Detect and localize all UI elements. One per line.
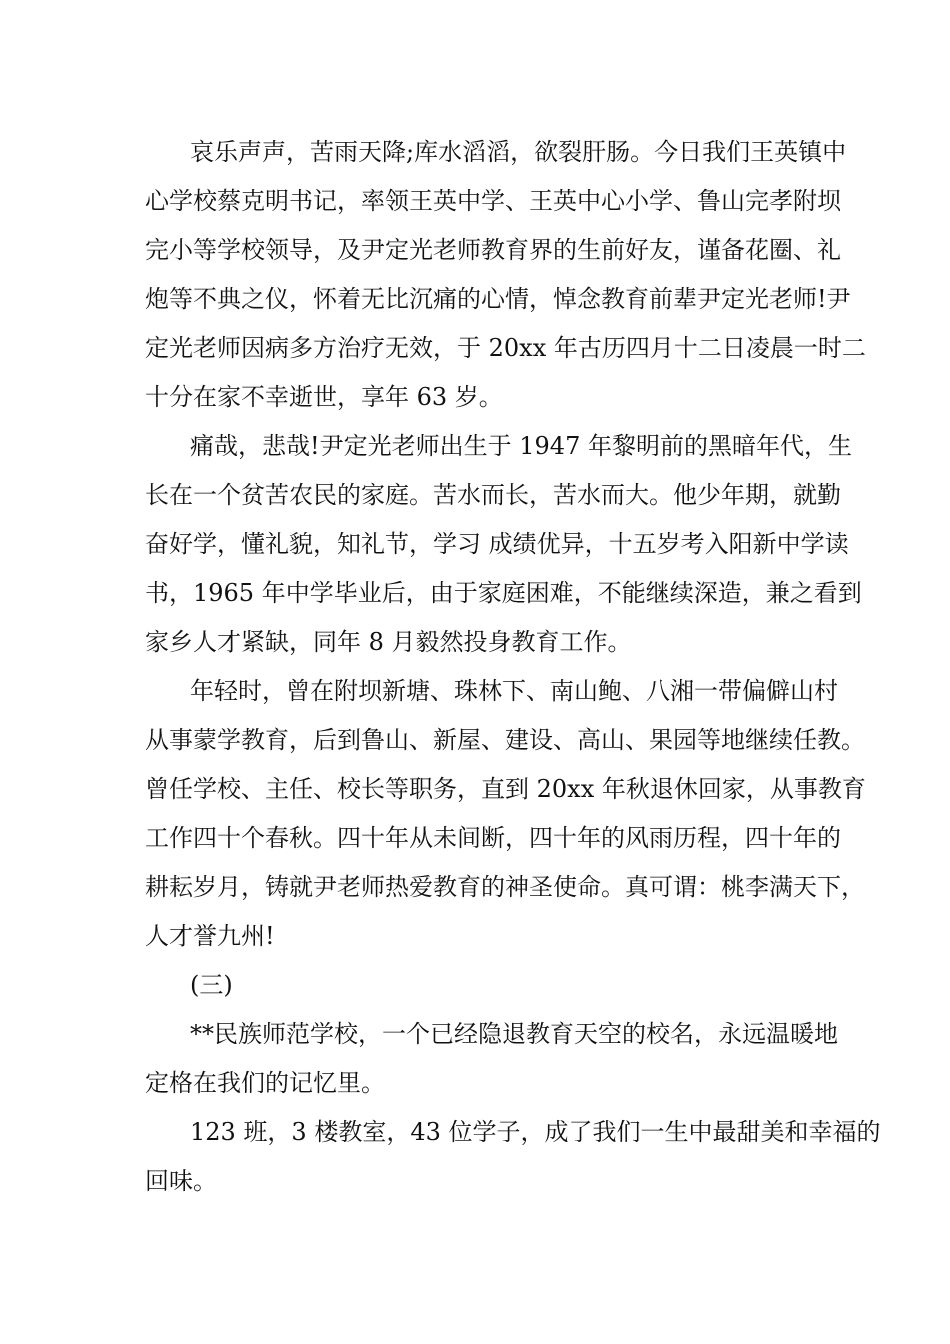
paragraph-3-line-1: 年轻时，曾在附坝新塘、珠林下、南山鲍、八湘一带偏僻山村 — [190, 677, 838, 705]
paragraph-2-line-2: 长在一个贫苦农民的家庭。苦水而长，苦水而大。他少年期，就勤 — [145, 481, 841, 509]
paragraph-4-line-2: 定格在我们的记忆里。 — [145, 1069, 385, 1097]
paragraph-4-line-1: **民族师范学校，一个已经隐退教育天空的校名，永远温暖地 — [190, 1020, 838, 1048]
paragraph-3-line-4: 工作四十个春秋。四十年从未间断，四十年的风雨历程，四十年的 — [145, 824, 841, 852]
paragraph-1-line-6: 十分在家不幸逝世，享年 63 岁。 — [145, 383, 503, 411]
paragraph-2-line-5: 家乡人才紧缺，同年 8 月毅然投身教育工作。 — [145, 628, 632, 656]
paragraph-1-line-4: 炮等不典之仪，怀着无比沉痛的心情，悼念教育前辈尹定光老师!尹 — [145, 285, 851, 313]
paragraph-1-line-2: 心学校蔡克明书记，率领王英中学、王英中心小学、鲁山完孝附坝 — [145, 187, 841, 215]
paragraph-3-line-5: 耕耘岁月，铸就尹老师热爱教育的神圣使命。真可谓：桃李满天下， — [145, 873, 865, 901]
paragraph-1-line-1: 哀乐声声，苦雨天降;库水滔滔，欲裂肝肠。今日我们王英镇中 — [190, 138, 847, 166]
paragraph-3-line-6: 人才誉九州! — [145, 922, 275, 950]
paragraph-5-line-1: 123 班，3 楼教室，43 位学子，成了我们一生中最甜美和幸福的 — [190, 1118, 881, 1146]
paragraph-3-line-3: 曾任学校、主任、校长等职务，直到 20xx 年秋退休回家，从事教育 — [145, 775, 866, 803]
paragraph-2-line-4: 书，1965 年中学毕业后，由于家庭困难，不能继续深造，兼之看到 — [145, 579, 862, 607]
paragraph-1-line-5: 定光老师因病多方治疗无效，于 20xx 年古历四月十二日凌晨一时二 — [145, 334, 866, 362]
document-body — [145, 128, 881, 1206]
section-heading: (三) — [190, 971, 233, 999]
paragraph-3-line-2: 从事蒙学教育，后到鲁山、新屋、建设、高山、果园等地继续任教。 — [145, 726, 865, 754]
paragraph-5-line-2: 回味。 — [145, 1167, 217, 1195]
paragraph-2-line-1: 痛哉，悲哉!尹定光老师出生于 1947 年黎明前的黑暗年代，生 — [190, 432, 852, 460]
paragraph-2-line-3: 奋好学，懂礼貌，知礼节，学习 成绩优异，十五岁考入阳新中学读 — [145, 530, 849, 558]
paragraph-1-line-3: 完小等学校领导，及尹定光老师教育界的生前好友，谨备花圈、礼 — [145, 236, 841, 264]
